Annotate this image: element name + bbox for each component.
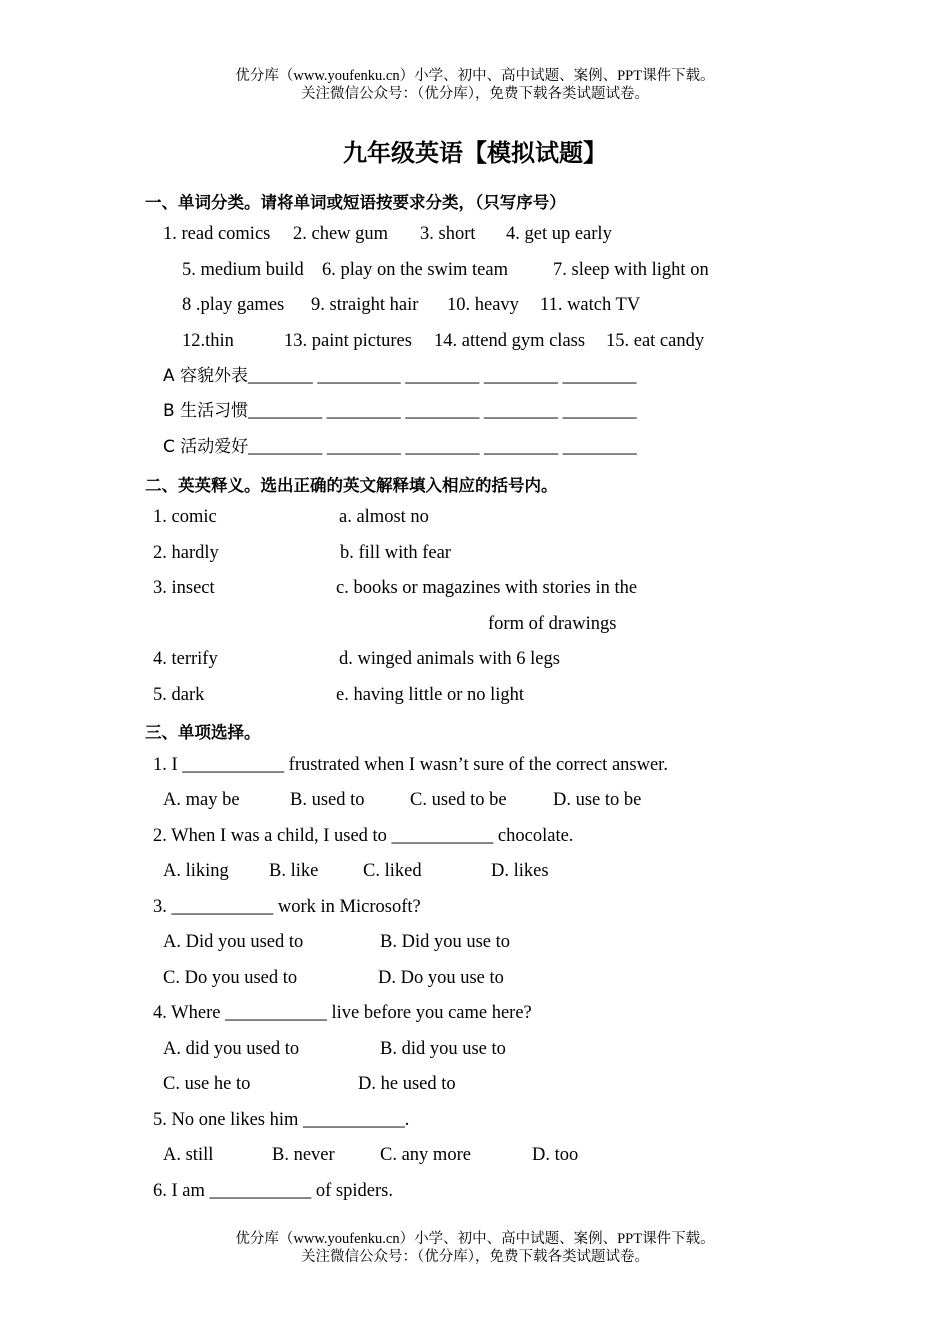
- word-item: 5. medium build: [182, 260, 304, 280]
- answer-option: D. use to be: [553, 790, 642, 810]
- answer-option: B. like: [269, 861, 319, 881]
- section-3-heading: 三、单项选择。: [145, 723, 261, 742]
- answer-option: C. use he to: [163, 1074, 251, 1094]
- word-item: 8 .play games: [182, 295, 285, 315]
- definition-item: a. almost no: [339, 507, 429, 527]
- category-row-a: [163, 365, 637, 387]
- section-2-heading: 二、英英释义。选出正确的英文解释填入相应的括号内。: [145, 476, 558, 495]
- answer-blanks: ________ ________ ________ ________ ________: [248, 437, 637, 457]
- word-item: 12.thin: [182, 331, 234, 351]
- term-item: 2. hardly: [153, 543, 219, 563]
- answer-option: B. never: [272, 1145, 335, 1165]
- answer-option: A. may be: [163, 790, 240, 810]
- answer-blanks: ________ ________ ________ ________ ________: [248, 401, 637, 421]
- category-label: C 活动爱好: [163, 437, 249, 457]
- answer-option: D. too: [532, 1145, 579, 1165]
- answer-option: D. Do you use to: [378, 968, 504, 988]
- answer-option: D. he used to: [358, 1074, 456, 1094]
- answer-option: C. used to be: [410, 790, 507, 810]
- answer-option: B. Did you use to: [380, 932, 511, 952]
- word-item: 9. straight hair: [311, 295, 419, 315]
- word-item: 11. watch TV: [540, 295, 641, 315]
- definition-item: d. winged animals with 6 legs: [339, 649, 560, 669]
- answer-option: B. did you use to: [380, 1039, 506, 1059]
- definition-item: b. fill with fear: [340, 543, 451, 563]
- term-item: 5. dark: [153, 685, 205, 705]
- page-title: 九年级英语【模拟试题】: [343, 139, 607, 167]
- word-item: 15. eat candy: [606, 331, 705, 351]
- category-label: A 容貌外表: [163, 366, 249, 386]
- answer-option: A. Did you used to: [163, 932, 304, 952]
- category-row-b: [163, 400, 637, 422]
- question-stem: 2. When I was a child, I used to ___________ chocolate.: [153, 826, 574, 846]
- answer-option: B. used to: [290, 790, 365, 810]
- definition-item: c. books or magazines with stories in the: [336, 578, 638, 598]
- question-stem: 6. I am ___________ of spiders.: [153, 1181, 393, 1201]
- category-label: B 生活习惯: [163, 401, 249, 421]
- question-stem: 1. I ___________ frustrated when I wasn’t sure of the correct answer.: [153, 755, 668, 775]
- word-item: 4. get up early: [506, 224, 612, 244]
- question-stem: 5. No one likes him ___________.: [153, 1110, 410, 1130]
- definition-item: e. having little or no light: [336, 685, 525, 705]
- word-item: 14. attend gym class: [434, 331, 586, 351]
- word-item: 2. chew gum: [293, 224, 389, 244]
- answer-option: C. any more: [380, 1145, 471, 1165]
- category-row-c: [163, 436, 637, 458]
- question-stem: 4. Where ___________ live before you came here?: [153, 1003, 532, 1023]
- footer-line-2: 关注微信公众号：（优分库），免费下载各类试题试卷。: [301, 1249, 649, 1265]
- answer-blanks: _______ _________ ________ ________ ________: [248, 366, 637, 386]
- answer-option: A. did you used to: [163, 1039, 300, 1059]
- word-item: 3. short: [420, 224, 476, 244]
- word-item: 6. play on the swim team: [322, 260, 508, 280]
- footer-line-1: 优分库（www.youfenku.cn）小学、初中、高中试题、案例、PPT课件下载。: [235, 1231, 715, 1247]
- answer-option: D. likes: [491, 861, 549, 881]
- header-line-1: 优分库（www.youfenku.cn）小学、初中、高中试题、案例、PPT课件下载。: [235, 68, 715, 84]
- header-line-2: 关注微信公众号：（优分库），免费下载各类试题试卷。: [301, 86, 649, 102]
- answer-option: C. liked: [363, 861, 422, 881]
- answer-option: C. Do you used to: [163, 968, 298, 988]
- word-item: 1. read comics: [163, 224, 271, 244]
- term-item: 3. insect: [153, 578, 215, 598]
- definition-continuation: form of drawings: [488, 614, 617, 634]
- question-stem: 3. ___________ work in Microsoft?: [153, 897, 421, 917]
- answer-option: A. still: [163, 1145, 214, 1165]
- section-1-heading: 一、单词分类。请将单词或短语按要求分类，（只写序号）: [145, 193, 566, 212]
- word-item: 13. paint pictures: [284, 331, 412, 351]
- term-item: 4. terrify: [153, 649, 218, 669]
- word-item: 7. sleep with light on: [553, 260, 709, 280]
- word-item: 10. heavy: [447, 295, 519, 315]
- term-item: 1. comic: [153, 507, 217, 527]
- answer-option: A. liking: [163, 861, 229, 881]
